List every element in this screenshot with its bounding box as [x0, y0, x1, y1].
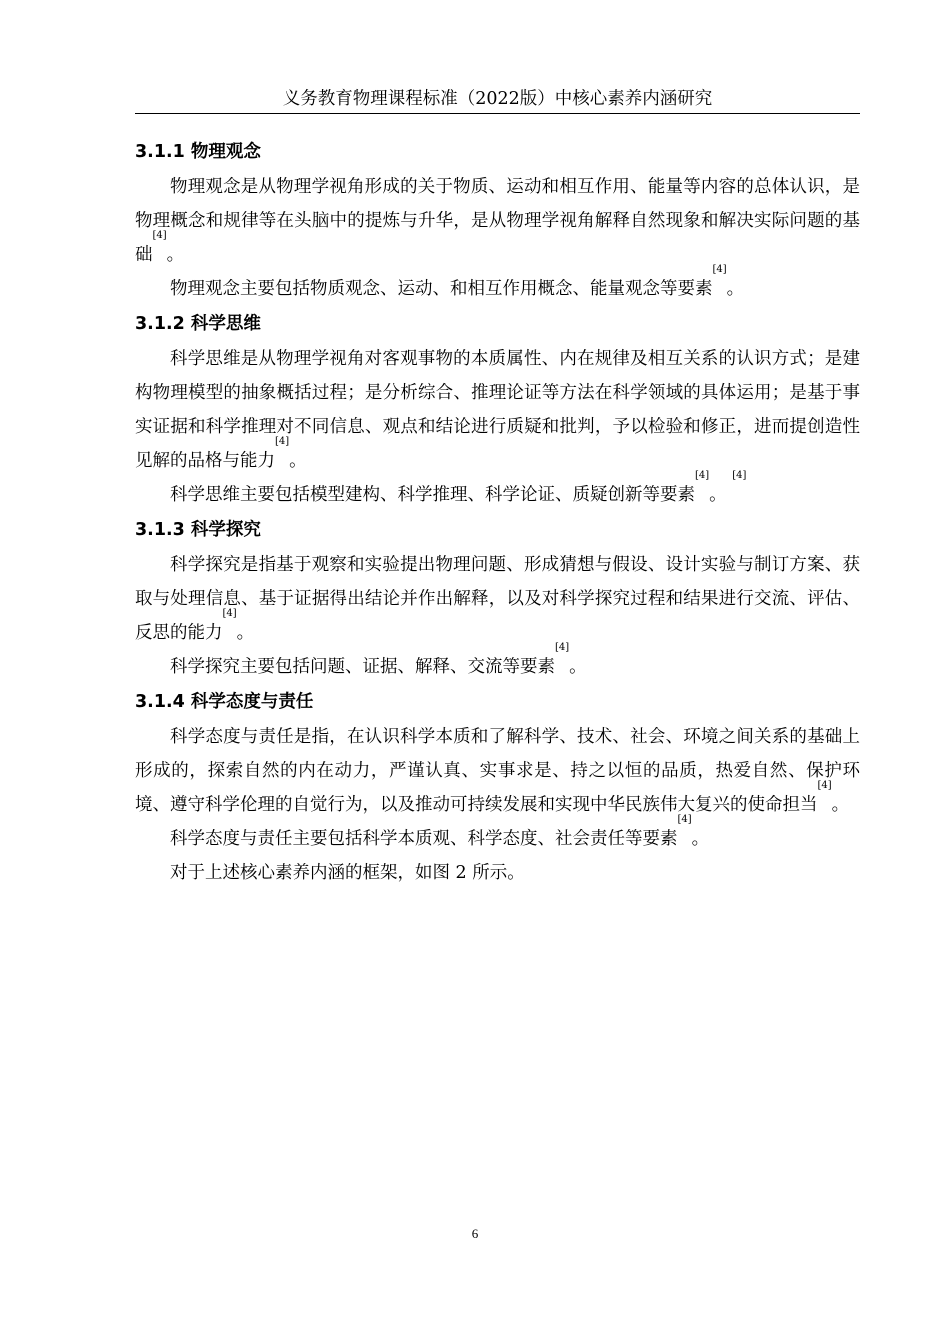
citation-ref[interactable]: [4] — [677, 814, 692, 825]
citation-ref[interactable]: [4] — [695, 470, 710, 481]
section-heading: 3.1.2 科学思维 — [135, 314, 261, 334]
paragraph: 科学态度与责任主要包括科学本质观、科学态度、社会责任等要素[4]。 — [170, 814, 710, 849]
paragraph: 物理观念主要包括物质观念、运动、和相互作用概念、能量观念等要素[4]。 — [170, 264, 745, 299]
citation-ref[interactable]: [4] — [275, 436, 290, 447]
section-scientific-inquiry — [135, 512, 860, 684]
paragraph: 科学思维是从物理学视角对客观事物的本质属性、内在规律及相互关系的认识方式；是建构物理模型的抽象概括过程；是分析综合、推理论证等方法在科学领域的具体运用；是基于事实证据和科学推理对不同信息、观点和结论进行质疑和批判，予以检验和修正，进而提创造性见解的品格与能力[4]。 — [135, 349, 860, 471]
header-rule — [135, 113, 860, 114]
paragraph: 科学思维主要包括模型建构、科学推理、科学论证、质疑创新等要素[4]。 [4] — [170, 470, 747, 505]
section-heading: 3.1.4 科学态度与责任 — [135, 692, 314, 712]
paragraph: 科学探究主要包括问题、证据、解释、交流等要素[4]。 — [170, 642, 587, 677]
paragraph: 物理观念是从物理学视角形成的关于物质、运动和相互作用、能量等内容的总体认识，是物理概念和规律等在头脑中的提炼与升华，是从物理学视角解释自然现象和解决实际问题的基础[4]。 — [135, 177, 860, 265]
section-heading: 3.1.3 科学探究 — [135, 520, 261, 540]
citation-ref[interactable]: [4] — [555, 642, 570, 653]
citation-ref[interactable]: [4] — [732, 470, 747, 481]
citation-ref[interactable]: [4] — [222, 608, 237, 619]
running-header: 义务教育物理课程标准（2022版）中核心素养内涵研究 — [282, 89, 713, 109]
citation-ref[interactable]: [4] — [152, 230, 167, 241]
section-heading: 3.1.1 物理观念 — [135, 142, 261, 162]
section-physics-concept — [135, 134, 860, 306]
paragraph: 对于上述核心素养内涵的框架，如图 2 所示。 — [170, 863, 525, 883]
citation-ref[interactable]: [4] — [817, 780, 832, 791]
section-scientific-thinking — [135, 306, 860, 512]
page-number: 6 — [471, 1226, 479, 1241]
section-attitude-responsibility — [135, 684, 860, 890]
body-content — [135, 132, 860, 890]
paragraph: 科学探究是指基于观察和实验提出物理问题、形成猜想与假设、设计实验与制订方案、获取与处理信息、基于证据得出结论并作出解释，以及对科学探究过程和结果进行交流、评估、反思的能力[4]。 — [135, 555, 860, 643]
citation-ref[interactable]: [4] — [712, 264, 727, 275]
paragraph: 科学态度与责任是指，在认识科学本质和了解科学、技术、社会、环境之间关系的基础上形成的，探索自然的内在动力，严谨认真、实事求是、持之以恒的品质，热爱自然、保护环境、遵守科学伦理的自觉行为，以及推动可持续发展和实现中华民族伟大复兴的使命担当[4]。 — [135, 727, 860, 815]
